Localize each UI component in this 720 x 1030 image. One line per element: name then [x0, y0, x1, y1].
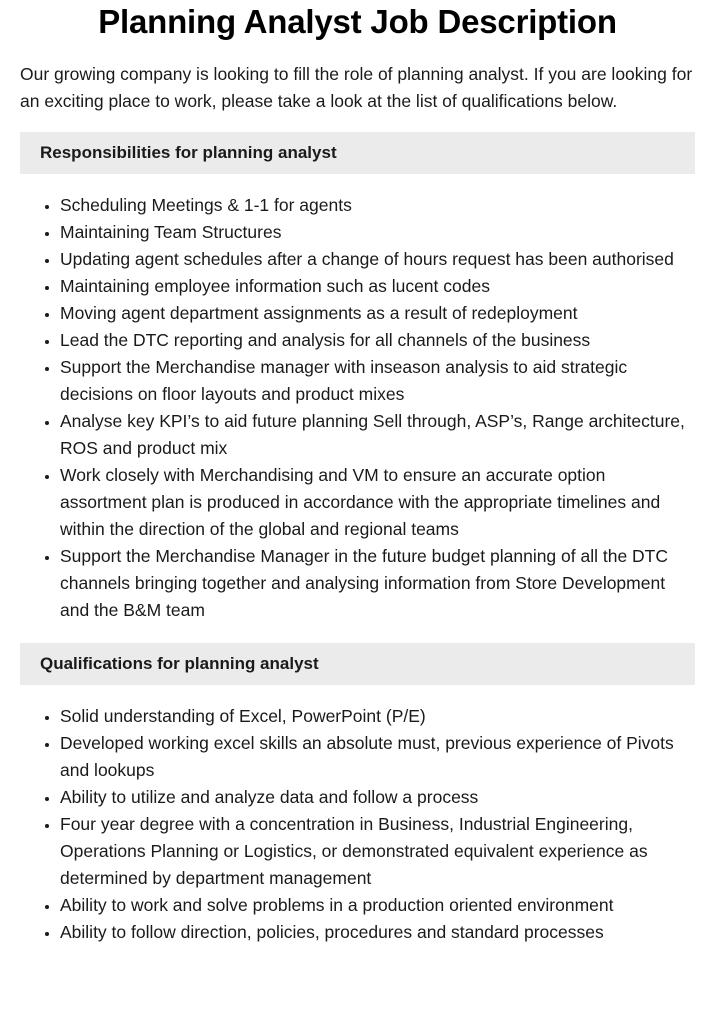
list-item: • Support the Merchandise Manager in the future budget planning of all the DTC channels bringing together and analysing information from Store Development and the B&M team: [60, 543, 695, 624]
list-item: • Lead the DTC reporting and analysis for all channels of the business: [60, 327, 695, 354]
list-item: • Ability to follow direction, policies, procedures and standard processes: [60, 919, 695, 946]
list-item: • Developed working excel skills an absolute must, previous experience of Pivots and lookups: [60, 730, 695, 784]
list-item: • Scheduling Meetings & 1-1 for agents: [60, 192, 695, 219]
list-item: • Ability to work and solve problems in a production oriented environment: [60, 892, 695, 919]
page-title: Planning Analyst Job Description: [98, 3, 617, 40]
qualifications-heading: Qualifications for planning analyst: [20, 643, 695, 685]
list-item: • Updating agent schedules after a change of hours request has been authorised: [60, 246, 695, 273]
list-item: • Solid understanding of Excel, PowerPoint (P/E): [60, 703, 695, 730]
list-item: • Support the Merchandise manager with inseason analysis to aid strategic decisions on floor layouts and product mixes: [60, 354, 695, 408]
list-item: • Moving agent department assignments as a result of redeployment: [60, 300, 695, 327]
intro-paragraph: Our growing company is looking to fill the role of planning analyst. If you are looking for an exciting place to work, please take a look at the list of qualifications below.: [20, 64, 693, 111]
qualifications-list: [20, 703, 695, 946]
responsibilities-list: [20, 192, 695, 624]
list-item: • Maintaining Team Structures: [60, 219, 695, 246]
list-item: • Work closely with Merchandising and VM to ensure an accurate option assortment plan is produced in accordance with the appropriate timelines and within the direction of the global and regional teams: [60, 462, 695, 543]
responsibilities-heading: Responsibilities for planning analyst: [20, 132, 695, 174]
list-item: • Four year degree with a concentration in Business, Industrial Engineering, Operations Planning or Logistics, or demonstrated equivalent experience as determined by department management: [60, 811, 695, 892]
list-item: • Maintaining employee information such as lucent codes: [60, 273, 695, 300]
list-item: • Analyse key KPI’s to aid future planning Sell through, ASP’s, Range architecture, ROS and product mix: [60, 408, 695, 462]
list-item: • Ability to utilize and analyze data and follow a process: [60, 784, 695, 811]
